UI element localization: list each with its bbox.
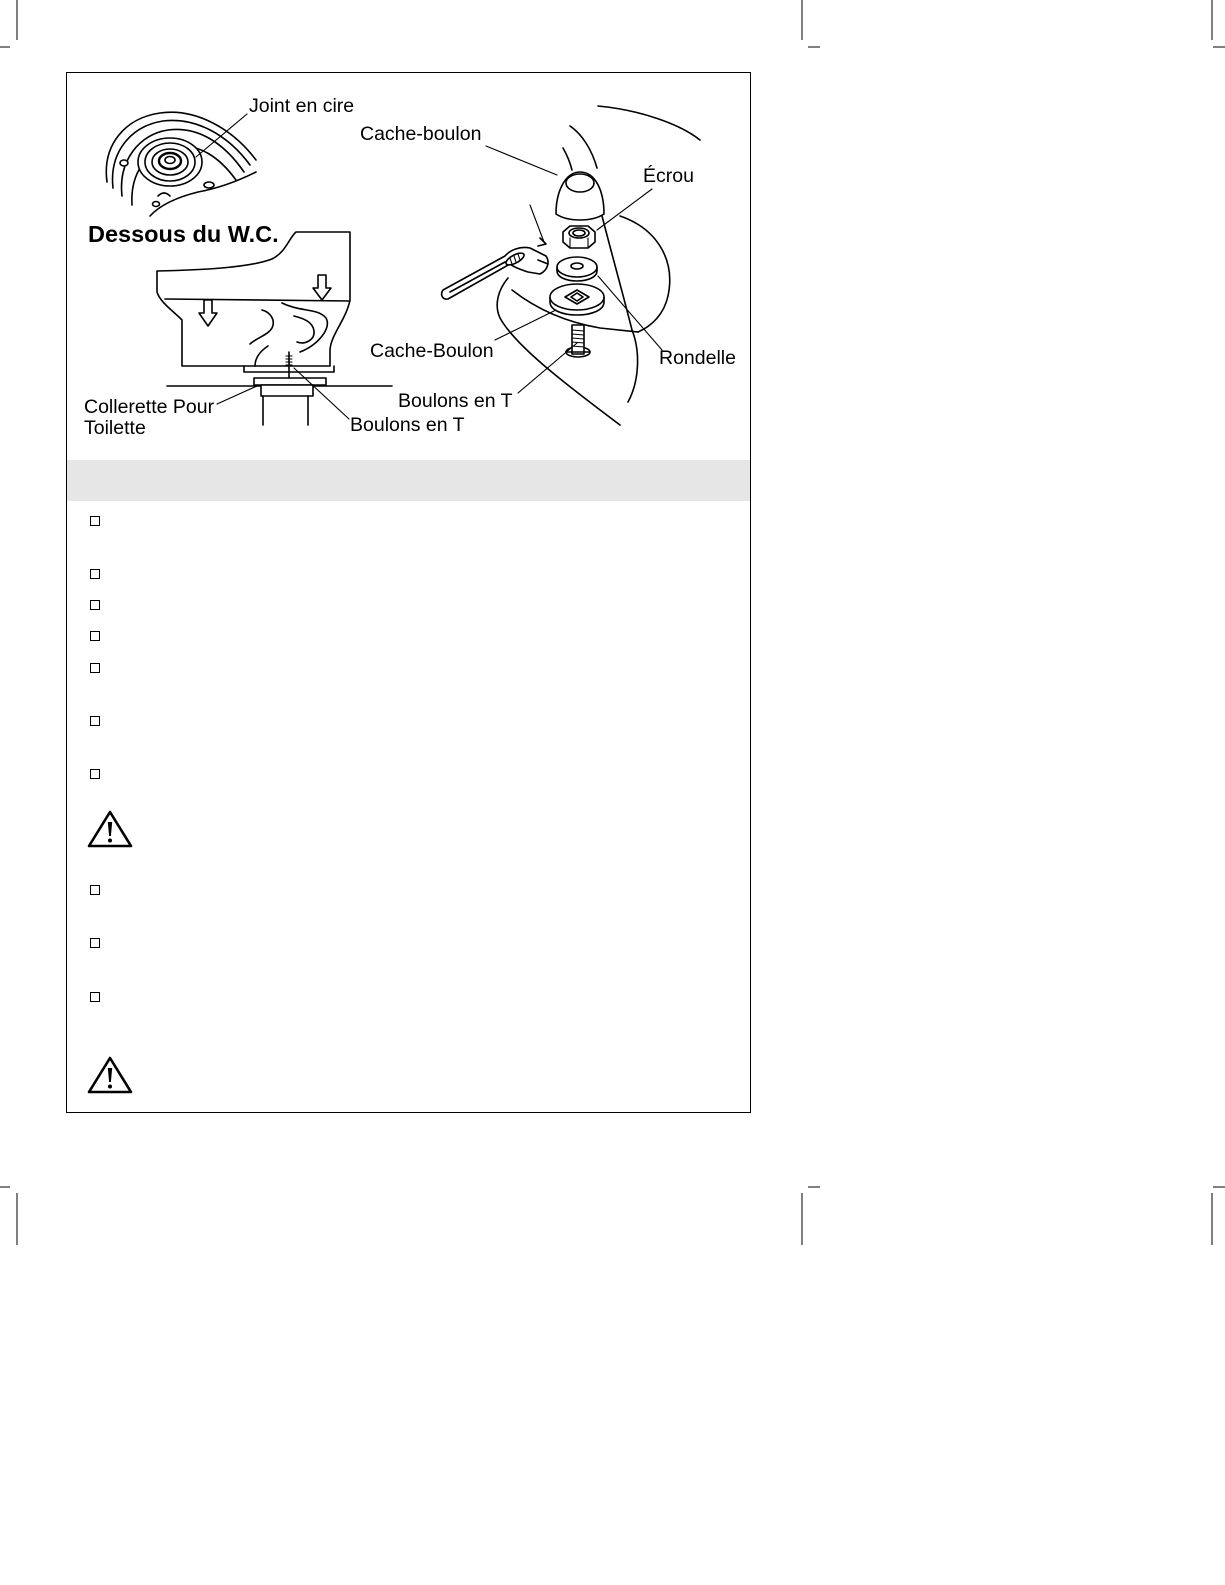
warning-icon xyxy=(86,1055,134,1095)
step-checkbox xyxy=(90,716,100,726)
bolt-cap-base-label: Cache-Boulon xyxy=(370,340,494,362)
step-checkbox xyxy=(90,885,100,895)
leader-line xyxy=(598,276,662,350)
t-bolt xyxy=(286,352,292,378)
t-bolts-label: Boulons en T xyxy=(398,390,513,412)
toilet-underside-label: Dessous du W.C. xyxy=(88,221,279,247)
step-checkbox xyxy=(90,663,100,673)
wrench xyxy=(442,238,548,299)
leader-line xyxy=(597,189,652,230)
installation-illustration xyxy=(67,73,750,459)
nut xyxy=(563,226,595,248)
pointer-line xyxy=(530,205,544,242)
wax-ring xyxy=(138,138,202,186)
leader-line xyxy=(217,386,257,404)
t-bolt xyxy=(566,325,590,357)
step-checkbox xyxy=(90,516,100,526)
flange-label-line1: Collerette Pour xyxy=(84,396,215,418)
bolt-cap-base xyxy=(550,284,604,315)
step-checkbox xyxy=(90,631,100,641)
wax-seal-label: Joint en cire xyxy=(249,95,355,117)
wax-seal-illustration xyxy=(106,112,256,216)
warning-icon xyxy=(86,809,134,849)
t-bolts-label: Boulons en T xyxy=(350,414,465,436)
step-checkbox xyxy=(90,938,100,948)
toilet-flange xyxy=(254,378,326,425)
step-checkbox xyxy=(90,600,100,610)
bolt-assembly-illustration xyxy=(442,106,700,425)
bolt-cap-label: Cache-boulon xyxy=(360,123,482,145)
section-header-band xyxy=(67,460,750,501)
washer-label: Rondelle xyxy=(659,347,736,369)
step-checkbox xyxy=(90,769,100,779)
step-checkbox xyxy=(90,569,100,579)
leader-line xyxy=(486,146,557,175)
bolt-cap xyxy=(556,172,604,220)
washer xyxy=(557,257,597,281)
flange-label-line2: Toilette xyxy=(84,417,146,439)
nut-label: Écrou xyxy=(643,165,694,187)
step-checkbox xyxy=(90,992,100,1002)
